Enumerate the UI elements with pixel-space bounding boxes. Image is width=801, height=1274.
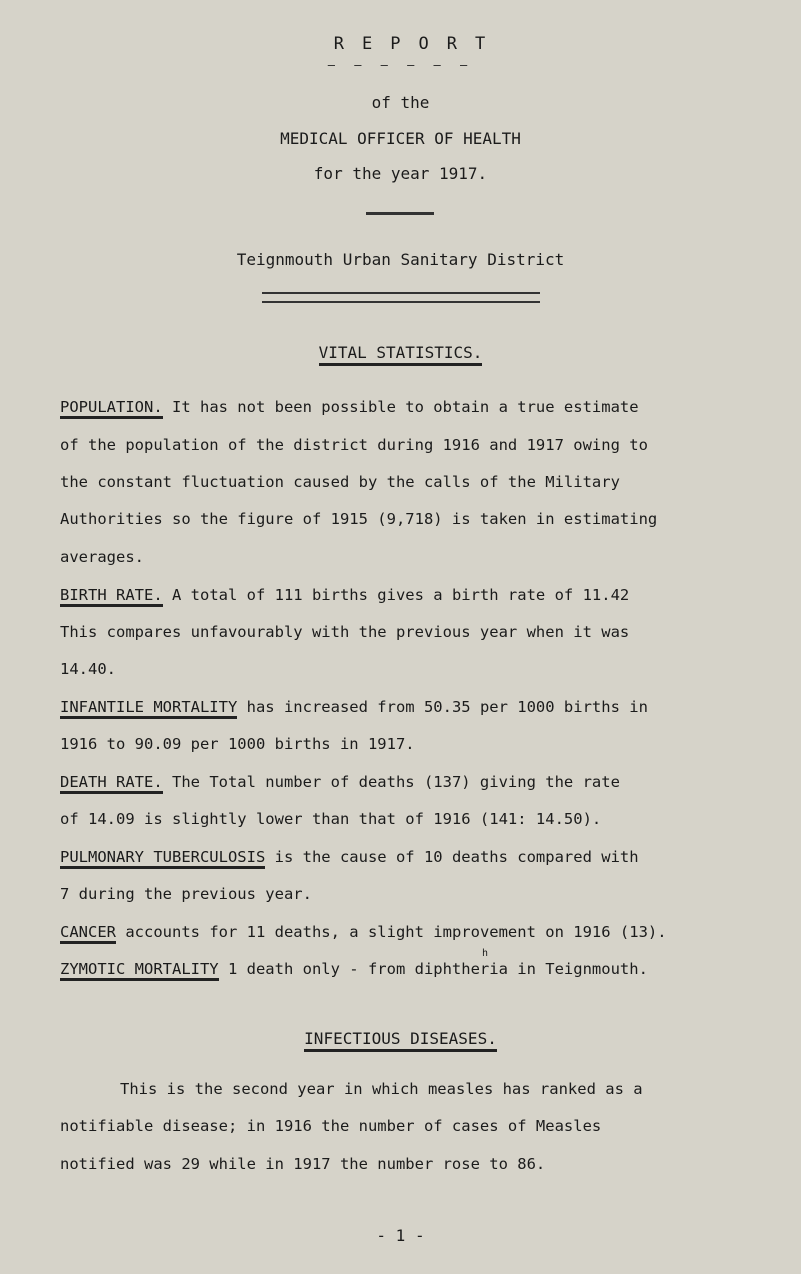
population-line-2: of the population of the district during 1916 and 1917 owing to bbox=[60, 436, 648, 454]
report-title: REPORT bbox=[333, 34, 504, 54]
infant-line-1: INFANTILE MORTALITY has increased from 50.35 per 1000 births in bbox=[60, 698, 648, 716]
double-rule bbox=[262, 292, 540, 303]
tb-line-1: PULMONARY TUBERCULOSIS is the cause of 10 deaths compared with bbox=[60, 848, 639, 866]
infectious-line-2: notifiable disease; in 1916 the number of cases of Measles bbox=[60, 1117, 602, 1135]
short-rule bbox=[366, 212, 434, 215]
year-line: for the year 1917. bbox=[313, 164, 488, 183]
zymotic-label: ZYMOTIC MORTALITY bbox=[60, 960, 219, 981]
population-label: POPULATION. bbox=[60, 398, 163, 419]
population-line-4: Authorities so the figure of 1915 (9,718) is taken in estimating bbox=[60, 510, 658, 528]
title-dashes: — — — — — — bbox=[327, 58, 474, 72]
page-number: - 1 - bbox=[376, 1226, 425, 1245]
birth-line-3: 14.40. bbox=[60, 660, 116, 678]
birth-line-1: BIRTH RATE. A total of 111 births gives a birth rate of 11.42 bbox=[60, 586, 629, 604]
death-line-2: of 14.09 is slightly lower than that of 1916 (141: 14.50). bbox=[60, 810, 602, 828]
cancer-label: CANCER bbox=[60, 923, 116, 944]
population-line-1: POPULATION. It has not been possible to obtain a true estimate bbox=[60, 398, 639, 416]
birth-line-2: This compares unfavourably with the previous year when it was bbox=[60, 623, 630, 641]
population-line-5: averages. bbox=[60, 548, 144, 566]
zymotic-line: ZYMOTIC MORTALITY 1 death only - from diphtheria in Teignmouth. bbox=[60, 960, 648, 978]
infant-label: INFANTILE MORTALITY bbox=[60, 698, 237, 719]
officer-title: MEDICAL OFFICER OF HEALTH bbox=[280, 129, 521, 148]
population-line-3: the constant fluctuation caused by the calls of the Military bbox=[60, 473, 620, 491]
cancer-line: CANCER accounts for 11 deaths, a slight improvement on 1916 (13). bbox=[60, 923, 667, 941]
infectious-diseases-heading: INFECTIOUS DISEASES. bbox=[0, 1029, 801, 1048]
birth-label: BIRTH RATE. bbox=[60, 586, 163, 607]
district-name: Teignmouth Urban Sanitary District bbox=[236, 250, 565, 269]
vital-statistics-heading: VITAL STATISTICS. bbox=[0, 343, 801, 362]
tb-line-2: 7 during the previous year. bbox=[60, 885, 312, 903]
tb-label: PULMONARY TUBERCULOSIS bbox=[60, 848, 265, 869]
death-line-1: DEATH RATE. The Total number of deaths (137) giving the rate bbox=[60, 773, 620, 791]
infectious-line-1: This is the second year in which measles has ranked as a bbox=[120, 1080, 643, 1098]
subtitle-of-the: of the bbox=[371, 93, 430, 112]
death-label: DEATH RATE. bbox=[60, 773, 163, 794]
handwritten-caret: h bbox=[482, 948, 489, 959]
infectious-line-3: notified was 29 while in 1917 the number rose to 86. bbox=[60, 1155, 546, 1173]
infant-line-2: 1916 to 90.09 per 1000 births in 1917. bbox=[60, 735, 415, 753]
